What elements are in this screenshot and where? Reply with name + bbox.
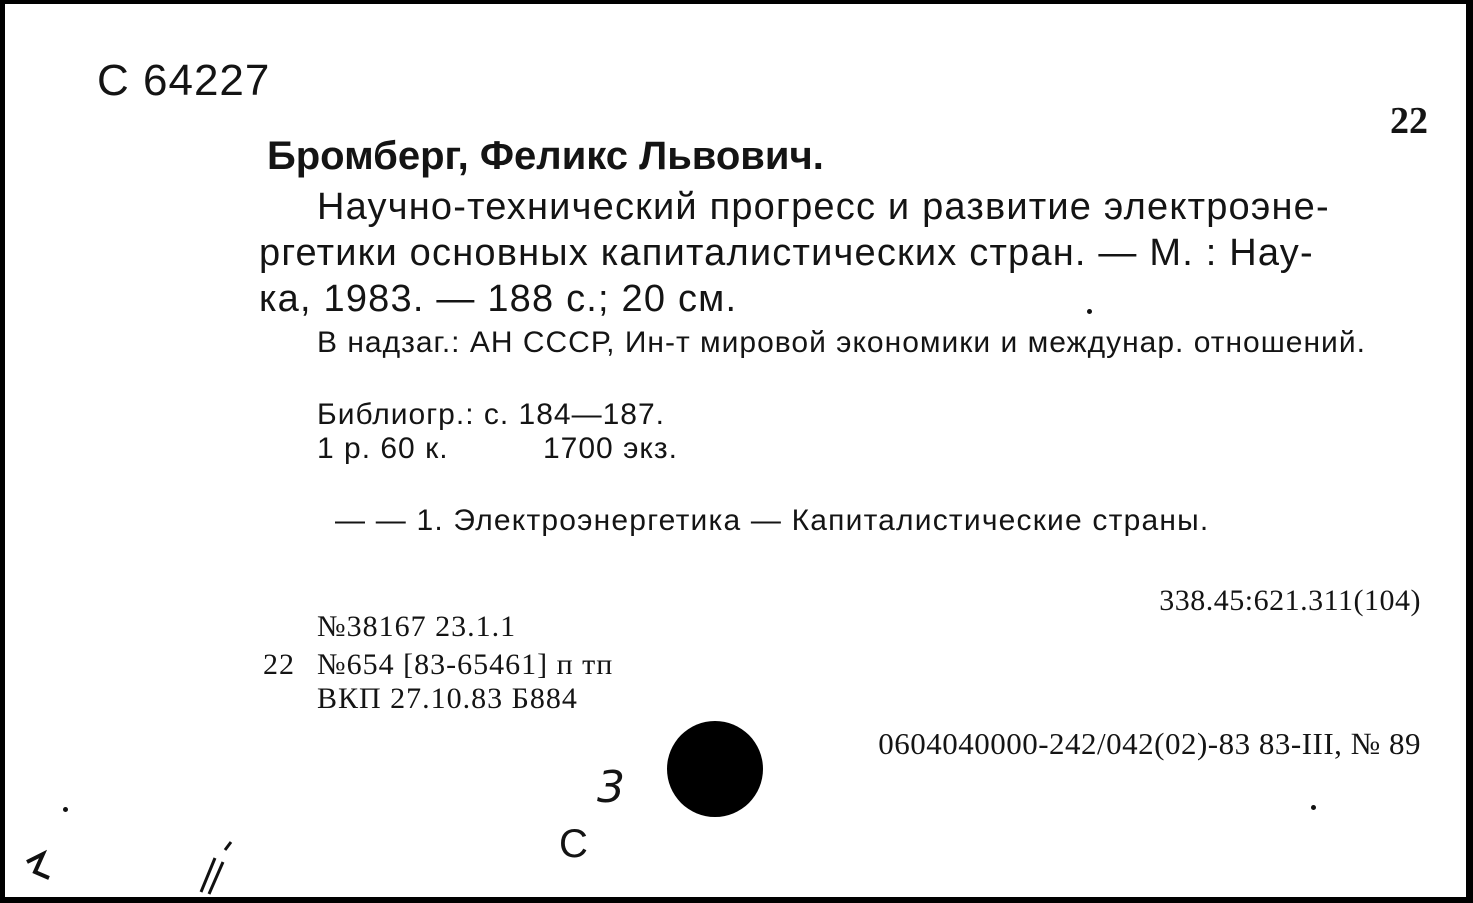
speck xyxy=(1311,805,1316,810)
registry-line-3: ВКП 27.10.83 Б884 xyxy=(317,682,578,715)
speck xyxy=(1087,309,1092,314)
pen-mark xyxy=(27,854,49,878)
author-heading: Бромберг, Феликс Львович. xyxy=(267,134,824,178)
registry-number: 22 xyxy=(263,648,295,681)
handwritten-mark-c: С xyxy=(559,822,588,866)
description-line: ка, 1983. — 188 с.; 20 см. xyxy=(259,278,738,320)
pen-mark xyxy=(201,842,231,894)
card-number: 22 xyxy=(1390,100,1428,142)
description-line: ргетики основных капиталистических стран. — М. : Нау- xyxy=(259,232,1314,274)
isbn-line: 0604040000-242/042(02)-83 83-III, № 89 xyxy=(878,726,1421,761)
subject-heading: — — 1. Электроэнергетика — Капиталистические страны. xyxy=(335,504,1210,537)
call-number: С 64227 xyxy=(97,56,271,105)
header-note: В надзаг.: АН СССР, Ин-т мировой экономики и междунар. отношений. xyxy=(317,326,1366,359)
pen-marks xyxy=(5,4,1466,897)
registry-line-1: №38167 23.1.1 xyxy=(317,610,517,643)
description-line: Научно-технический прогресс и развитие электроэне- xyxy=(317,186,1330,228)
udc-code: 338.45:621.311(104) xyxy=(1159,584,1421,617)
registry-line-2: №654 [83-65461] п тп xyxy=(317,648,614,681)
speck xyxy=(63,807,68,812)
price: 1 р. 60 к. xyxy=(317,432,449,465)
handwritten-mark-3: 3 xyxy=(597,762,625,813)
copies: 1700 экз. xyxy=(543,432,678,465)
bibliography-note: Библиогр.: с. 184—187. xyxy=(317,398,665,431)
